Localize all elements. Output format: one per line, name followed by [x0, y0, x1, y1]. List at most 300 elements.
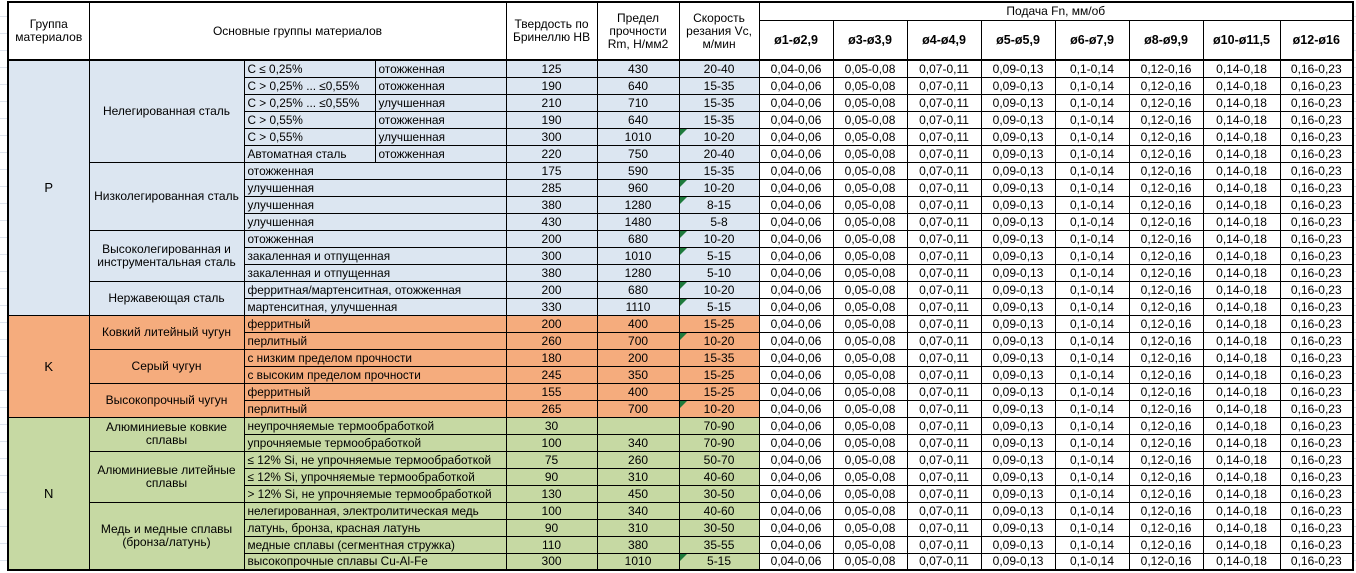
feed-cell[interactable]: 0,16-0,23 — [1280, 94, 1353, 111]
strength-cell[interactable]: 750 — [597, 145, 679, 162]
feed-cell[interactable]: 0,12-0,16 — [1129, 60, 1203, 77]
feed-cell[interactable]: 0,07-0,11 — [907, 264, 981, 281]
feed-cell[interactable]: 0,05-0,08 — [833, 468, 907, 485]
material-condition-cell[interactable]: отожженная — [375, 60, 506, 77]
feed-cell[interactable]: 0,05-0,08 — [833, 553, 907, 570]
hardness-cell[interactable]: 90 — [506, 519, 597, 536]
feed-cell[interactable]: 0,14-0,18 — [1203, 366, 1280, 383]
feed-diameter-header[interactable]: ø8-ø9,9 — [1129, 21, 1203, 61]
material-variant-cell[interactable]: C > 0,25% ... ≤0,55% — [244, 94, 375, 111]
feed-cell[interactable]: 0,14-0,18 — [1203, 451, 1280, 468]
material-condition-cell[interactable]: отожженная — [244, 162, 506, 179]
feed-cell[interactable]: 0,05-0,08 — [833, 485, 907, 502]
feed-cell[interactable]: 0,05-0,08 — [833, 145, 907, 162]
feed-cell[interactable]: 0,05-0,08 — [833, 247, 907, 264]
strength-cell[interactable]: 640 — [597, 111, 679, 128]
cutting-speed-cell[interactable] — [679, 502, 759, 519]
feed-cell[interactable]: 0,09-0,13 — [981, 417, 1055, 434]
feed-cell[interactable]: 0,09-0,13 — [981, 366, 1055, 383]
feed-cell[interactable]: 0,1-0,14 — [1055, 451, 1129, 468]
feed-cell[interactable]: 0,14-0,18 — [1203, 60, 1280, 77]
feed-cell[interactable]: 0,07-0,11 — [907, 553, 981, 570]
feed-cell[interactable]: 0,14-0,18 — [1203, 519, 1280, 536]
group-letter-cell[interactable]: K — [8, 315, 89, 417]
material-variant-cell[interactable]: C > 0,55% — [244, 128, 375, 145]
feed-cell[interactable]: 0,1-0,14 — [1055, 468, 1129, 485]
feed-cell[interactable]: 0,14-0,18 — [1203, 298, 1280, 315]
feed-cell[interactable]: 0,1-0,14 — [1055, 60, 1129, 77]
feed-cell[interactable]: 0,09-0,13 — [981, 281, 1055, 298]
feed-cell[interactable]: 0,12-0,16 — [1129, 179, 1203, 196]
strength-cell[interactable]: 310 — [597, 519, 679, 536]
feed-cell[interactable]: 0,1-0,14 — [1055, 383, 1129, 400]
header-cutting-speed[interactable]: Скорость резания Vc, м/мин — [679, 2, 759, 60]
material-subgroup-cell[interactable]: Медь и медные сплавы (бронза/латунь) — [89, 502, 244, 570]
feed-cell[interactable]: 0,16-0,23 — [1280, 230, 1353, 247]
feed-cell[interactable]: 0,12-0,16 — [1129, 417, 1203, 434]
header-material-group[interactable]: Группа материалов — [8, 2, 89, 60]
group-letter-cell[interactable]: N — [8, 417, 89, 570]
feed-cell[interactable]: 0,14-0,18 — [1203, 213, 1280, 230]
hardness-cell[interactable]: 175 — [506, 162, 597, 179]
feed-cell[interactable]: 0,1-0,14 — [1055, 145, 1129, 162]
feed-cell[interactable]: 0,16-0,23 — [1280, 315, 1353, 332]
feed-cell[interactable]: 0,04-0,06 — [759, 77, 833, 94]
feed-cell[interactable]: 0,16-0,23 — [1280, 366, 1353, 383]
material-variant-cell[interactable]: C > 0,55% — [244, 111, 375, 128]
hardness-cell[interactable]: 180 — [506, 349, 597, 366]
feed-cell[interactable]: 0,07-0,11 — [907, 434, 981, 451]
strength-cell[interactable]: 590 — [597, 162, 679, 179]
feed-cell[interactable]: 0,07-0,11 — [907, 77, 981, 94]
feed-cell[interactable]: 0,1-0,14 — [1055, 400, 1129, 417]
feed-cell[interactable]: 0,14-0,18 — [1203, 145, 1280, 162]
hardness-cell[interactable]: 155 — [506, 383, 597, 400]
material-subgroup-cell[interactable]: Серый чугун — [89, 349, 244, 383]
feed-cell[interactable]: 0,04-0,06 — [759, 553, 833, 570]
feed-cell[interactable]: 0,04-0,06 — [759, 196, 833, 213]
hardness-cell[interactable]: 220 — [506, 145, 597, 162]
feed-cell[interactable]: 0,12-0,16 — [1129, 264, 1203, 281]
feed-cell[interactable]: 0,07-0,11 — [907, 485, 981, 502]
feed-cell[interactable]: 0,1-0,14 — [1055, 553, 1129, 570]
cutting-speed-cell[interactable] — [679, 468, 759, 485]
feed-diameter-header[interactable]: ø1-ø2,9 — [759, 21, 833, 61]
feed-cell[interactable]: 0,07-0,11 — [907, 213, 981, 230]
feed-cell[interactable]: 0,04-0,06 — [759, 383, 833, 400]
cutting-speed-cell[interactable] — [679, 451, 759, 468]
cutting-speed-cell[interactable] — [679, 349, 759, 366]
feed-cell[interactable]: 0,1-0,14 — [1055, 434, 1129, 451]
feed-cell[interactable]: 0,05-0,08 — [833, 332, 907, 349]
strength-cell[interactable]: 1010 — [597, 247, 679, 264]
feed-cell[interactable]: 0,09-0,13 — [981, 468, 1055, 485]
strength-cell[interactable]: 350 — [597, 366, 679, 383]
feed-cell[interactable]: 0,09-0,13 — [981, 145, 1055, 162]
feed-cell[interactable]: 0,05-0,08 — [833, 179, 907, 196]
hardness-cell[interactable]: 30 — [506, 417, 597, 434]
feed-cell[interactable]: 0,05-0,08 — [833, 230, 907, 247]
feed-cell[interactable]: 0,16-0,23 — [1280, 77, 1353, 94]
feed-diameter-header[interactable]: ø3-ø3,9 — [833, 21, 907, 61]
feed-cell[interactable]: 0,16-0,23 — [1280, 349, 1353, 366]
feed-cell[interactable]: 0,07-0,11 — [907, 366, 981, 383]
header-feed[interactable]: Подача Fn, мм/об — [759, 2, 1353, 21]
feed-cell[interactable]: 0,07-0,11 — [907, 451, 981, 468]
feed-cell[interactable]: 0,16-0,23 — [1280, 145, 1353, 162]
feed-cell[interactable]: 0,1-0,14 — [1055, 519, 1129, 536]
feed-cell[interactable]: 0,04-0,06 — [759, 332, 833, 349]
strength-cell[interactable]: 1110 — [597, 298, 679, 315]
feed-cell[interactable]: 0,1-0,14 — [1055, 196, 1129, 213]
feed-cell[interactable]: 0,14-0,18 — [1203, 332, 1280, 349]
material-condition-cell[interactable]: с высоким пределом прочности — [244, 366, 506, 383]
feed-cell[interactable]: 0,04-0,06 — [759, 485, 833, 502]
feed-cell[interactable]: 0,09-0,13 — [981, 264, 1055, 281]
feed-cell[interactable]: 0,12-0,16 — [1129, 366, 1203, 383]
cutting-speed-cell[interactable] — [679, 553, 759, 570]
feed-cell[interactable]: 0,16-0,23 — [1280, 553, 1353, 570]
feed-cell[interactable]: 0,05-0,08 — [833, 383, 907, 400]
feed-cell[interactable]: 0,09-0,13 — [981, 162, 1055, 179]
feed-cell[interactable]: 0,09-0,13 — [981, 77, 1055, 94]
feed-cell[interactable]: 0,07-0,11 — [907, 536, 981, 553]
feed-cell[interactable]: 0,05-0,08 — [833, 264, 907, 281]
feed-cell[interactable]: 0,07-0,11 — [907, 145, 981, 162]
feed-cell[interactable]: 0,04-0,06 — [759, 400, 833, 417]
feed-cell[interactable]: 0,04-0,06 — [759, 468, 833, 485]
feed-cell[interactable]: 0,12-0,16 — [1129, 349, 1203, 366]
header-main-groups[interactable]: Основные группы материалов — [89, 2, 506, 60]
feed-cell[interactable]: 0,14-0,18 — [1203, 281, 1280, 298]
feed-cell[interactable]: 0,05-0,08 — [833, 349, 907, 366]
feed-cell[interactable]: 0,14-0,18 — [1203, 434, 1280, 451]
cutting-speed-cell[interactable] — [679, 400, 759, 417]
strength-cell[interactable]: 340 — [597, 502, 679, 519]
material-condition-cell[interactable]: закаленная и отпущенная — [244, 264, 506, 281]
feed-cell[interactable]: 0,07-0,11 — [907, 60, 981, 77]
feed-cell[interactable]: 0,12-0,16 — [1129, 315, 1203, 332]
feed-cell[interactable]: 0,1-0,14 — [1055, 298, 1129, 315]
hardness-cell[interactable]: 300 — [506, 553, 597, 570]
feed-cell[interactable]: 0,04-0,06 — [759, 94, 833, 111]
feed-cell[interactable]: 0,09-0,13 — [981, 383, 1055, 400]
feed-cell[interactable]: 0,05-0,08 — [833, 111, 907, 128]
feed-cell[interactable]: 0,12-0,16 — [1129, 332, 1203, 349]
feed-cell[interactable]: 0,14-0,18 — [1203, 485, 1280, 502]
feed-cell[interactable]: 0,05-0,08 — [833, 366, 907, 383]
hardness-cell[interactable]: 190 — [506, 77, 597, 94]
hardness-cell[interactable]: 125 — [506, 60, 597, 77]
feed-cell[interactable]: 0,16-0,23 — [1280, 128, 1353, 145]
strength-cell[interactable]: 680 — [597, 230, 679, 247]
feed-cell[interactable]: 0,16-0,23 — [1280, 196, 1353, 213]
feed-cell[interactable]: 0,07-0,11 — [907, 502, 981, 519]
material-variant-cell[interactable]: Автоматная сталь — [244, 145, 375, 162]
feed-cell[interactable]: 0,16-0,23 — [1280, 281, 1353, 298]
feed-cell[interactable]: 0,04-0,06 — [759, 349, 833, 366]
feed-cell[interactable]: 0,05-0,08 — [833, 536, 907, 553]
feed-cell[interactable]: 0,16-0,23 — [1280, 468, 1353, 485]
feed-cell[interactable]: 0,16-0,23 — [1280, 162, 1353, 179]
cutting-speed-cell[interactable] — [679, 536, 759, 553]
cutting-speed-cell[interactable] — [679, 383, 759, 400]
hardness-cell[interactable]: 300 — [506, 247, 597, 264]
strength-cell[interactable]: 260 — [597, 451, 679, 468]
feed-cell[interactable]: 0,14-0,18 — [1203, 162, 1280, 179]
feed-cell[interactable]: 0,07-0,11 — [907, 400, 981, 417]
feed-cell[interactable]: 0,07-0,11 — [907, 162, 981, 179]
feed-cell[interactable]: 0,04-0,06 — [759, 111, 833, 128]
feed-cell[interactable]: 0,1-0,14 — [1055, 281, 1129, 298]
feed-cell[interactable]: 0,07-0,11 — [907, 281, 981, 298]
material-subgroup-cell[interactable]: Ковкий литейный чугун — [89, 315, 244, 349]
hardness-cell[interactable]: 75 — [506, 451, 597, 468]
material-variant-cell[interactable]: C > 0,25% ... ≤0,55% — [244, 77, 375, 94]
strength-cell[interactable]: 700 — [597, 332, 679, 349]
cutting-speed-cell[interactable] — [679, 264, 759, 281]
feed-cell[interactable]: 0,04-0,06 — [759, 264, 833, 281]
feed-cell[interactable]: 0,12-0,16 — [1129, 77, 1203, 94]
feed-cell[interactable]: 0,1-0,14 — [1055, 247, 1129, 264]
strength-cell[interactable]: 700 — [597, 400, 679, 417]
material-condition-cell[interactable]: закаленная и отпущенная — [244, 247, 506, 264]
feed-cell[interactable]: 0,07-0,11 — [907, 417, 981, 434]
cutting-speed-cell[interactable] — [679, 128, 759, 145]
feed-cell[interactable]: 0,14-0,18 — [1203, 383, 1280, 400]
feed-cell[interactable]: 0,14-0,18 — [1203, 553, 1280, 570]
feed-cell[interactable]: 0,14-0,18 — [1203, 179, 1280, 196]
feed-diameter-header[interactable]: ø5-ø5,9 — [981, 21, 1055, 61]
feed-cell[interactable]: 0,04-0,06 — [759, 247, 833, 264]
feed-cell[interactable]: 0,12-0,16 — [1129, 111, 1203, 128]
cutting-speed-cell[interactable] — [679, 519, 759, 536]
strength-cell[interactable]: 200 — [597, 349, 679, 366]
feed-cell[interactable]: 0,16-0,23 — [1280, 400, 1353, 417]
strength-cell[interactable]: 400 — [597, 383, 679, 400]
feed-cell[interactable]: 0,05-0,08 — [833, 94, 907, 111]
cutting-speed-cell[interactable] — [679, 60, 759, 77]
material-condition-cell[interactable]: перлитный — [244, 332, 506, 349]
feed-cell[interactable]: 0,04-0,06 — [759, 60, 833, 77]
feed-cell[interactable]: 0,04-0,06 — [759, 128, 833, 145]
cutting-speed-cell[interactable] — [679, 179, 759, 196]
feed-cell[interactable]: 0,12-0,16 — [1129, 162, 1203, 179]
feed-cell[interactable]: 0,07-0,11 — [907, 519, 981, 536]
cutting-speed-cell[interactable] — [679, 162, 759, 179]
feed-cell[interactable]: 0,09-0,13 — [981, 315, 1055, 332]
feed-cell[interactable]: 0,12-0,16 — [1129, 281, 1203, 298]
feed-cell[interactable]: 0,16-0,23 — [1280, 434, 1353, 451]
feed-cell[interactable]: 0,07-0,11 — [907, 315, 981, 332]
feed-cell[interactable]: 0,09-0,13 — [981, 179, 1055, 196]
feed-cell[interactable]: 0,1-0,14 — [1055, 536, 1129, 553]
cutting-speed-cell[interactable] — [679, 434, 759, 451]
feed-cell[interactable]: 0,1-0,14 — [1055, 162, 1129, 179]
feed-cell[interactable]: 0,05-0,08 — [833, 281, 907, 298]
hardness-cell[interactable]: 380 — [506, 264, 597, 281]
feed-cell[interactable]: 0,1-0,14 — [1055, 417, 1129, 434]
material-condition-cell[interactable]: улучшенная — [244, 179, 506, 196]
cutting-speed-cell[interactable] — [679, 315, 759, 332]
feed-cell[interactable]: 0,14-0,18 — [1203, 94, 1280, 111]
feed-cell[interactable]: 0,14-0,18 — [1203, 315, 1280, 332]
hardness-cell[interactable]: 100 — [506, 434, 597, 451]
material-condition-cell[interactable]: отожженная — [375, 77, 506, 94]
feed-cell[interactable]: 0,1-0,14 — [1055, 213, 1129, 230]
feed-cell[interactable]: 0,07-0,11 — [907, 128, 981, 145]
feed-cell[interactable]: 0,05-0,08 — [833, 315, 907, 332]
cutting-speed-cell[interactable] — [679, 230, 759, 247]
strength-cell[interactable]: 1010 — [597, 553, 679, 570]
feed-cell[interactable]: 0,09-0,13 — [981, 230, 1055, 247]
hardness-cell[interactable]: 190 — [506, 111, 597, 128]
feed-cell[interactable]: 0,09-0,13 — [981, 400, 1055, 417]
feed-cell[interactable]: 0,09-0,13 — [981, 196, 1055, 213]
feed-cell[interactable]: 0,1-0,14 — [1055, 332, 1129, 349]
feed-diameter-header[interactable]: ø12-ø16 — [1280, 21, 1353, 61]
feed-cell[interactable]: 0,07-0,11 — [907, 196, 981, 213]
hardness-cell[interactable]: 380 — [506, 196, 597, 213]
feed-cell[interactable]: 0,07-0,11 — [907, 247, 981, 264]
feed-cell[interactable]: 0,09-0,13 — [981, 519, 1055, 536]
feed-cell[interactable]: 0,12-0,16 — [1129, 451, 1203, 468]
strength-cell[interactable]: 400 — [597, 315, 679, 332]
strength-cell[interactable]: 680 — [597, 281, 679, 298]
feed-cell[interactable]: 0,16-0,23 — [1280, 536, 1353, 553]
feed-cell[interactable]: 0,09-0,13 — [981, 434, 1055, 451]
feed-cell[interactable]: 0,04-0,06 — [759, 298, 833, 315]
material-condition-cell[interactable]: упрочняемые термообработкой — [244, 434, 506, 451]
cutting-speed-cell[interactable] — [679, 417, 759, 434]
material-condition-cell[interactable]: высокопрочные сплавы Cu-Al-Fe — [244, 553, 506, 570]
feed-cell[interactable]: 0,14-0,18 — [1203, 468, 1280, 485]
feed-cell[interactable]: 0,16-0,23 — [1280, 519, 1353, 536]
feed-cell[interactable]: 0,12-0,16 — [1129, 128, 1203, 145]
feed-cell[interactable]: 0,04-0,06 — [759, 502, 833, 519]
hardness-cell[interactable]: 300 — [506, 128, 597, 145]
hardness-cell[interactable]: 285 — [506, 179, 597, 196]
feed-cell[interactable]: 0,1-0,14 — [1055, 315, 1129, 332]
cutting-speed-cell[interactable] — [679, 281, 759, 298]
feed-cell[interactable]: 0,05-0,08 — [833, 60, 907, 77]
feed-cell[interactable]: 0,12-0,16 — [1129, 502, 1203, 519]
material-condition-cell[interactable]: ≤ 12% Si, не упрочняемые термообработкой — [244, 451, 506, 468]
material-variant-cell[interactable]: C ≤ 0,25% — [244, 60, 375, 77]
material-condition-cell[interactable]: отожженная — [244, 230, 506, 247]
feed-cell[interactable]: 0,05-0,08 — [833, 451, 907, 468]
feed-cell[interactable]: 0,14-0,18 — [1203, 111, 1280, 128]
feed-cell[interactable]: 0,12-0,16 — [1129, 400, 1203, 417]
material-condition-cell[interactable]: ≤ 12% Si, упрочняемые термообработкой — [244, 468, 506, 485]
material-condition-cell[interactable]: улучшенная — [375, 128, 506, 145]
feed-cell[interactable]: 0,05-0,08 — [833, 434, 907, 451]
hardness-cell[interactable]: 260 — [506, 332, 597, 349]
cutting-speed-cell[interactable] — [679, 213, 759, 230]
hardness-cell[interactable]: 430 — [506, 213, 597, 230]
feed-cell[interactable]: 0,16-0,23 — [1280, 60, 1353, 77]
cutting-speed-cell[interactable] — [679, 366, 759, 383]
hardness-cell[interactable]: 245 — [506, 366, 597, 383]
strength-cell[interactable]: 340 — [597, 434, 679, 451]
feed-cell[interactable]: 0,04-0,06 — [759, 162, 833, 179]
feed-cell[interactable]: 0,05-0,08 — [833, 77, 907, 94]
feed-cell[interactable]: 0,12-0,16 — [1129, 230, 1203, 247]
hardness-cell[interactable]: 200 — [506, 281, 597, 298]
feed-cell[interactable]: 0,07-0,11 — [907, 298, 981, 315]
feed-cell[interactable]: 0,14-0,18 — [1203, 264, 1280, 281]
feed-cell[interactable]: 0,09-0,13 — [981, 247, 1055, 264]
cutting-speed-cell[interactable] — [679, 111, 759, 128]
hardness-cell[interactable]: 200 — [506, 230, 597, 247]
feed-cell[interactable]: 0,04-0,06 — [759, 417, 833, 434]
material-condition-cell[interactable]: неупрочняемые термообработкой — [244, 417, 506, 434]
material-subgroup-cell[interactable]: Алюминиевые литейные сплавы — [89, 451, 244, 502]
feed-cell[interactable]: 0,14-0,18 — [1203, 77, 1280, 94]
feed-cell[interactable]: 0,1-0,14 — [1055, 485, 1129, 502]
feed-cell[interactable]: 0,1-0,14 — [1055, 264, 1129, 281]
feed-cell[interactable]: 0,07-0,11 — [907, 332, 981, 349]
material-condition-cell[interactable]: ферритный — [244, 383, 506, 400]
feed-diameter-header[interactable]: ø4-ø4,9 — [907, 21, 981, 61]
material-subgroup-cell[interactable]: Нелегированная сталь — [89, 60, 244, 162]
cutting-speed-cell[interactable] — [679, 298, 759, 315]
strength-cell[interactable]: 1480 — [597, 213, 679, 230]
feed-cell[interactable]: 0,16-0,23 — [1280, 383, 1353, 400]
strength-cell[interactable]: 1280 — [597, 264, 679, 281]
feed-cell[interactable]: 0,09-0,13 — [981, 60, 1055, 77]
strength-cell[interactable]: 710 — [597, 94, 679, 111]
hardness-cell[interactable]: 130 — [506, 485, 597, 502]
material-condition-cell[interactable]: нелегированная, электролитическая медь — [244, 502, 506, 519]
feed-cell[interactable]: 0,1-0,14 — [1055, 230, 1129, 247]
feed-cell[interactable]: 0,09-0,13 — [981, 553, 1055, 570]
feed-cell[interactable]: 0,16-0,23 — [1280, 298, 1353, 315]
feed-cell[interactable]: 0,12-0,16 — [1129, 434, 1203, 451]
feed-cell[interactable]: 0,05-0,08 — [833, 213, 907, 230]
feed-cell[interactable]: 0,16-0,23 — [1280, 247, 1353, 264]
cutting-speed-cell[interactable] — [679, 196, 759, 213]
material-condition-cell[interactable]: с низким пределом прочности — [244, 349, 506, 366]
feed-cell[interactable]: 0,09-0,13 — [981, 213, 1055, 230]
feed-cell[interactable]: 0,12-0,16 — [1129, 145, 1203, 162]
cutting-speed-cell[interactable] — [679, 485, 759, 502]
feed-cell[interactable]: 0,12-0,16 — [1129, 196, 1203, 213]
feed-cell[interactable]: 0,04-0,06 — [759, 213, 833, 230]
feed-cell[interactable]: 0,12-0,16 — [1129, 536, 1203, 553]
feed-cell[interactable]: 0,07-0,11 — [907, 111, 981, 128]
feed-cell[interactable]: 0,14-0,18 — [1203, 417, 1280, 434]
cutting-speed-cell[interactable] — [679, 247, 759, 264]
feed-cell[interactable]: 0,12-0,16 — [1129, 553, 1203, 570]
cutting-speed-cell[interactable] — [679, 94, 759, 111]
strength-cell[interactable]: 380 — [597, 536, 679, 553]
feed-cell[interactable]: 0,12-0,16 — [1129, 485, 1203, 502]
material-condition-cell[interactable]: улучшенная — [375, 94, 506, 111]
hardness-cell[interactable]: 330 — [506, 298, 597, 315]
material-subgroup-cell[interactable]: Высоколегированная и инструментальная сталь — [89, 230, 244, 281]
feed-cell[interactable]: 0,05-0,08 — [833, 519, 907, 536]
feed-cell[interactable]: 0,1-0,14 — [1055, 128, 1129, 145]
feed-cell[interactable]: 0,09-0,13 — [981, 485, 1055, 502]
material-condition-cell[interactable]: перлитный — [244, 400, 506, 417]
header-tensile-strength[interactable]: Предел прочности Rm, Н/мм2 — [597, 2, 679, 60]
feed-cell[interactable]: 0,14-0,18 — [1203, 196, 1280, 213]
feed-cell[interactable]: 0,07-0,11 — [907, 349, 981, 366]
feed-cell[interactable]: 0,04-0,06 — [759, 145, 833, 162]
strength-cell[interactable] — [597, 417, 679, 434]
feed-cell[interactable]: 0,04-0,06 — [759, 281, 833, 298]
